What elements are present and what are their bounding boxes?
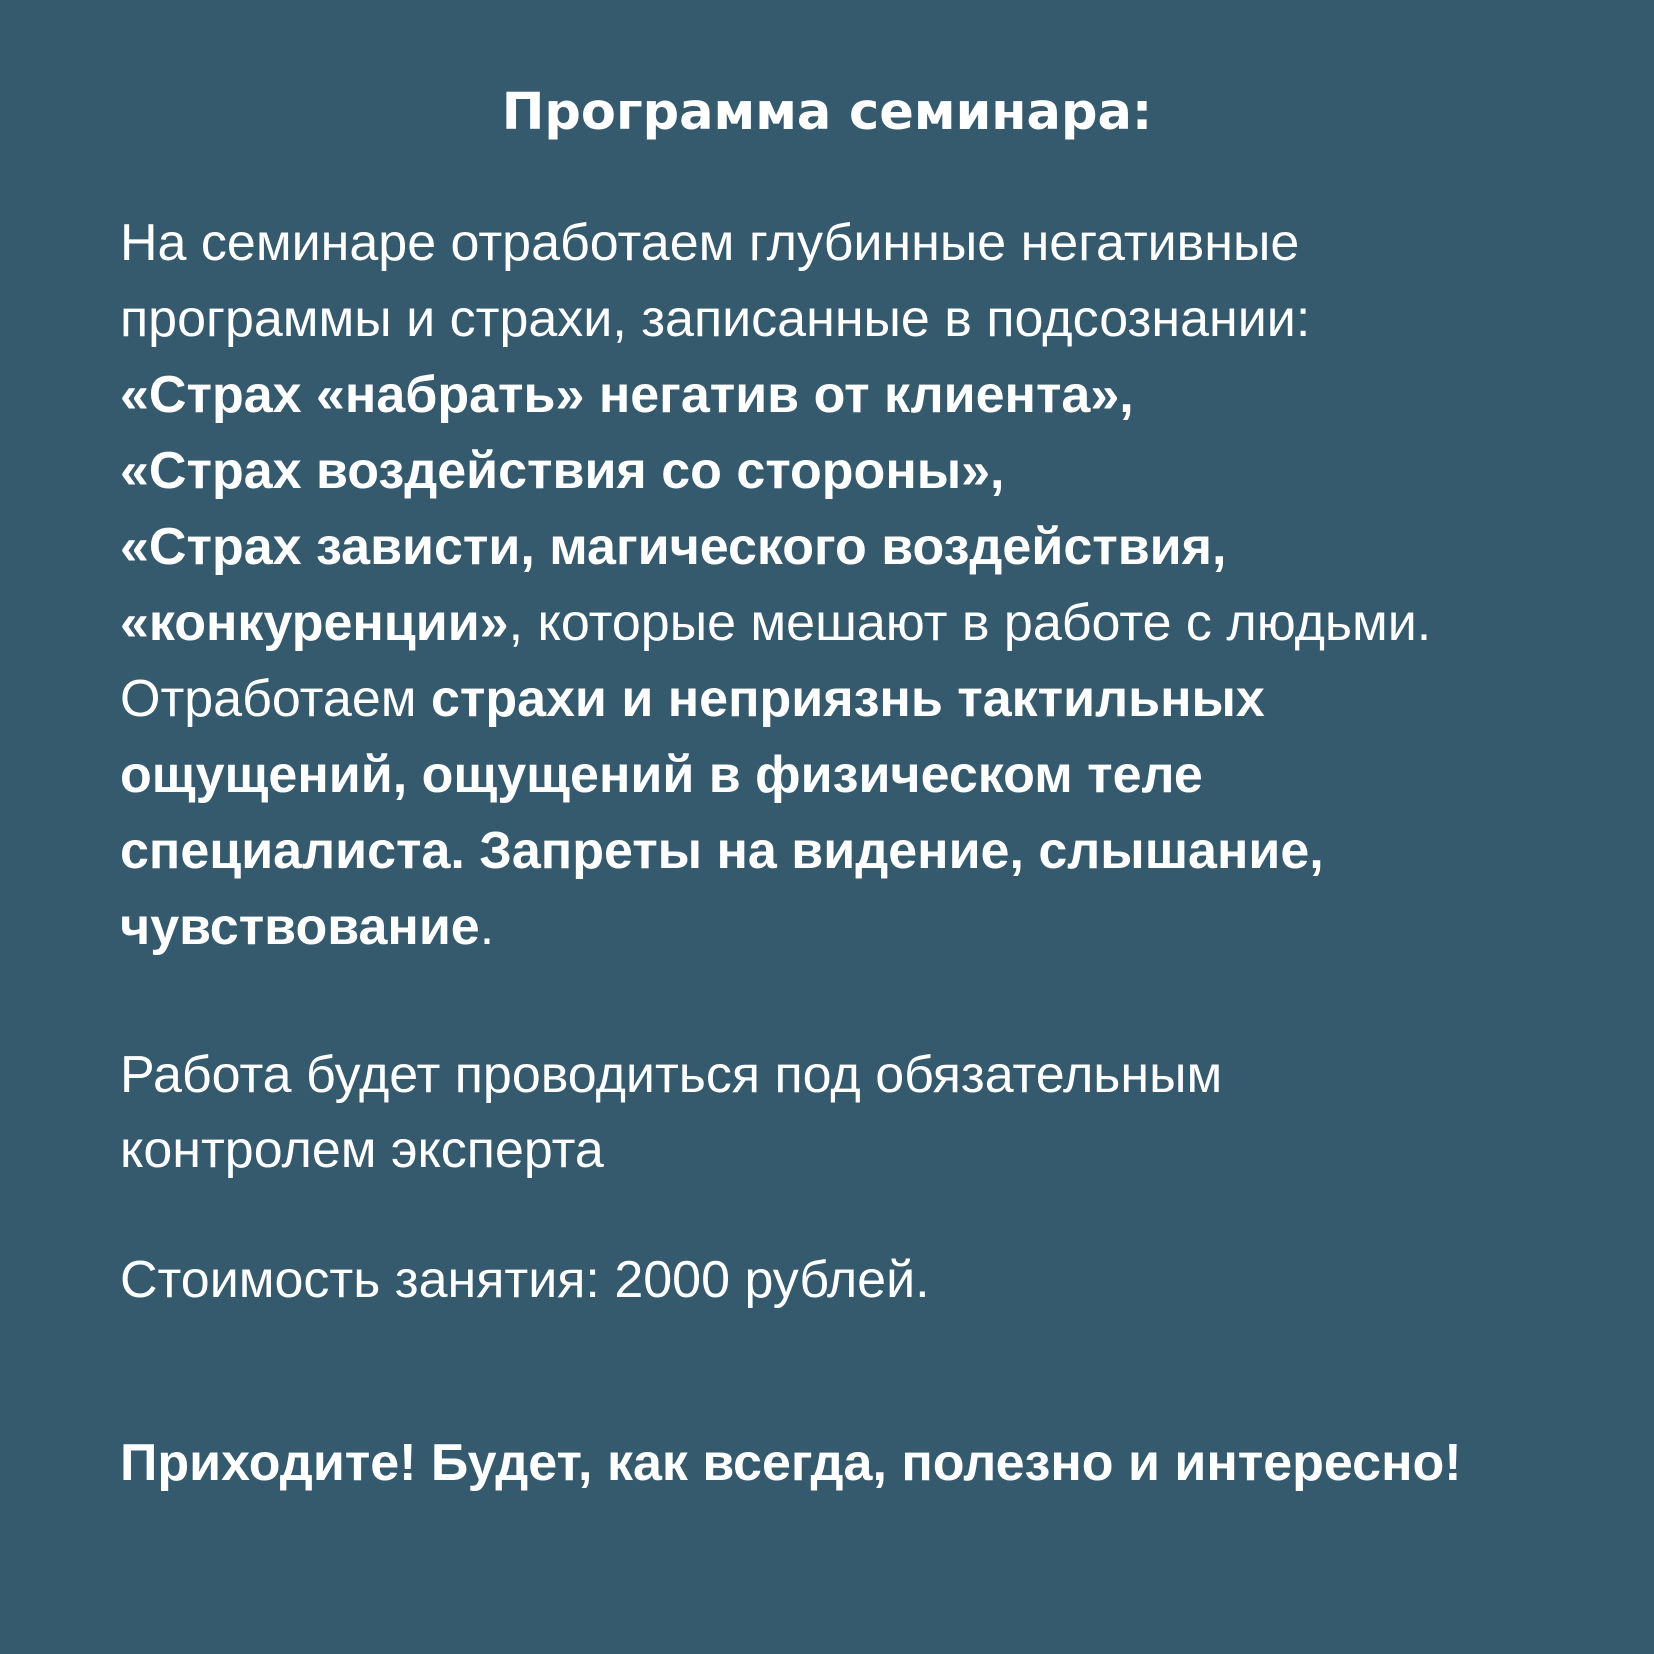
expert-control-note xyxy=(120,1038,1222,1188)
control-line-2: контролем эксперта xyxy=(120,1121,604,1179)
work-bold-4: чувствование xyxy=(120,898,480,956)
work-bold-1: страхи и неприязнь тактильных xyxy=(430,670,1265,728)
work-end: . xyxy=(479,898,495,956)
fear-item-1-text: «Страх «набрать» негатив от клиента», xyxy=(120,366,1134,424)
work-line-2 xyxy=(120,737,1640,813)
work-line-3 xyxy=(120,813,1640,889)
fear-item-2 xyxy=(120,433,1640,509)
fear-item-3-text: «Страх зависти, магического воздействия, xyxy=(120,518,1227,576)
control-line-1: Работа будет проводиться под обязательным xyxy=(120,1046,1223,1104)
fear-item-4-bold: «конкуренции» xyxy=(120,594,509,652)
work-bold-3: специалиста. Запреты на видение, слышание, xyxy=(120,822,1324,880)
work-line-1 xyxy=(120,661,1640,737)
page-title: Программа семинара: xyxy=(501,83,1153,142)
work-bold-2: ощущений, ощущений в физическом теле xyxy=(120,746,1203,804)
intro-line-1: На семинаре отработаем глубинные негативные xyxy=(120,214,1300,272)
price-text: Стоимость занятия: 2000 рублей. xyxy=(120,1251,930,1309)
fear-item-2-text: «Страх воздействия со стороны», xyxy=(120,442,1005,500)
work-line-4 xyxy=(120,889,1640,965)
program-description xyxy=(120,205,1640,965)
work-prefix: Отработаем xyxy=(120,670,431,728)
fear-item-1 xyxy=(120,357,1640,433)
intro-line-2: программы и страхи, записанные в подсознании: xyxy=(120,290,1311,348)
invite-text: Приходите! Будет, как всегда, полезно и интересно! xyxy=(120,1434,1462,1492)
fear-item-3 xyxy=(120,509,1640,585)
fear-item-4 xyxy=(120,585,1640,661)
fear-item-4-rest: , которые мешают в работе с людьми. xyxy=(508,594,1432,652)
